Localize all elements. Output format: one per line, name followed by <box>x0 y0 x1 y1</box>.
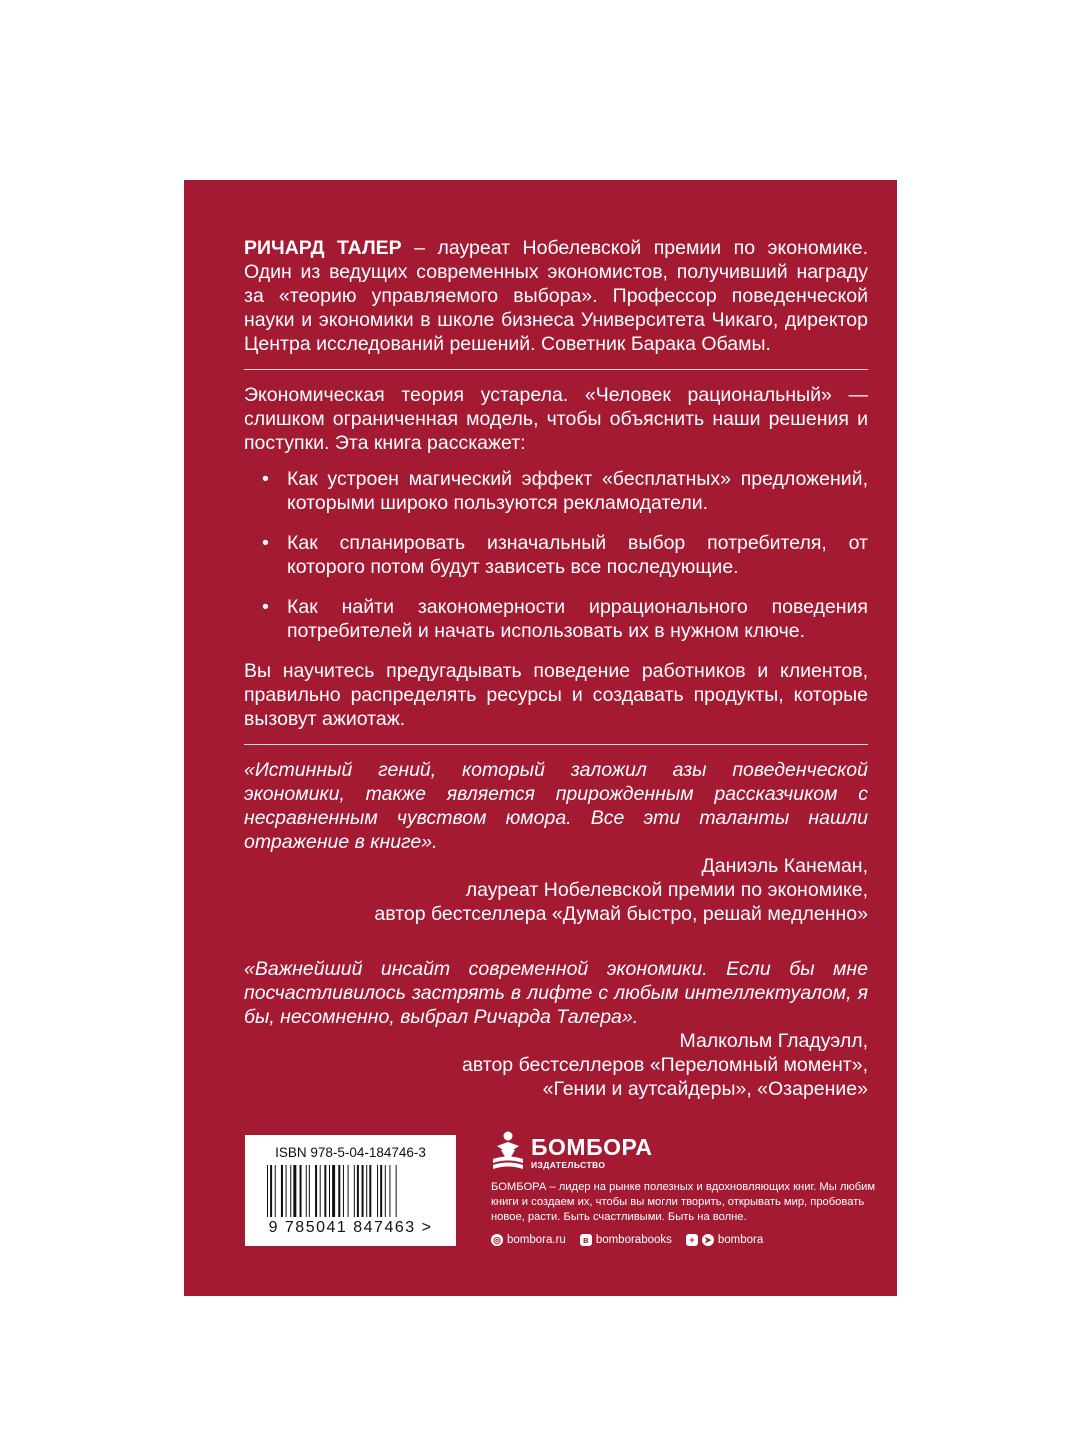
telegram-icon: ➤ <box>702 1234 714 1246</box>
quote-attribution: Даниэль Канеман, лауреат Нобелевской премии по экономике, автор бестселлера «Думай быстро, решай медленно» <box>374 855 868 925</box>
author-name: РИЧАРД ТАЛЕР <box>244 237 402 259</box>
book-intro: Экономическая теория устарела. «Человек рациональный» — слишком ограниченная модель, чтобы объяснить наши решения и поступки. Эта книга расскажет: <box>244 384 868 454</box>
divider <box>244 744 868 745</box>
quote-gladwell: «Важнейший инсайт современной экономики. Если бы мне посчастливилось застрять в лифте с любым интеллектуалом, я бы, несомненно, выбрал Ричарда Талера». <box>244 958 868 1028</box>
globe-icon: ◎ <box>491 1234 503 1246</box>
author-bio <box>244 236 868 356</box>
book-outro: Вы научитесь предугадывать поведение работников и клиентов, правильно распределять ресурсы и создавать продукты, которые вызовут ажиотаж. <box>244 660 868 730</box>
publisher-logo <box>491 1130 881 1172</box>
quote-attribution: Малкольм Гладуэлл, автор бестселлеров «Переломный момент», «Гении и аутсайдеры», «Озарение» <box>461 1030 868 1100</box>
vk-icon: в <box>580 1234 592 1246</box>
barcode-icon <box>267 1165 437 1217</box>
list-item: • Как устроен магический эффект «бесплатных» предложений, которыми широко пользуются рекламодатели. <box>262 468 868 514</box>
social-vk[interactable]: в bomborabooks <box>580 1234 672 1246</box>
publisher-name: БОМБОРА <box>531 1134 653 1160</box>
bullet-icon: • <box>262 468 269 490</box>
social-telegram[interactable]: + ➤ bombora <box>686 1234 763 1246</box>
bombora-logo-icon <box>491 1130 525 1172</box>
publisher-subtitle: ИЗДАТЕЛЬСТВО <box>531 1160 606 1170</box>
quote-kahneman: «Истинный гений, который заложил азы поведенческой экономики, также является прирожденным рассказчиком с несравненным чувством юмора. Все эти таланты нашли отражение в книге». <box>244 759 868 853</box>
bullet-icon: • <box>262 532 269 554</box>
publisher-block <box>491 1130 881 1246</box>
list-item: • Как найти закономерности иррационального поведения потребителей и начать использовать их в нужном ключе. <box>262 596 868 642</box>
isbn-number: ISBN 978-5-04-184746-3 <box>275 1145 426 1160</box>
list-item: • Как спланировать изначальный выбор потребителя, от которого потом будут зависеть все последующие. <box>262 532 868 578</box>
cover-text-block <box>244 236 868 1101</box>
publisher-socials <box>491 1234 881 1246</box>
publisher-description: БОМБОРА – лидер на рынке полезных и вдохновляющих книг. Мы любим книги и создаем их, чтобы вы могли творить, открывать мир, пробовать новое, расти. Быть счастливыми. Быть на волне. <box>491 1181 876 1223</box>
bullet-list <box>244 467 868 643</box>
barcode-digits: 9 785041 847463 > <box>268 1219 433 1236</box>
plus-icon: + <box>686 1234 698 1246</box>
social-website[interactable]: ◎ bombora.ru <box>491 1234 566 1246</box>
bullet-icon: • <box>262 596 269 618</box>
isbn-barcode <box>245 1135 456 1246</box>
author-bio-text: – лауреат Нобелевской премии по экономике. Один из ведущих современных экономистов, получивший награду за «теорию управляемого выбора». Профессор поведенческой науки и экономики в школе бизнеса Университета Чикаго, директор Центра исследований решений. Советник Барака Обамы. <box>244 237 869 355</box>
divider <box>244 369 868 370</box>
book-back-cover <box>184 180 897 1296</box>
